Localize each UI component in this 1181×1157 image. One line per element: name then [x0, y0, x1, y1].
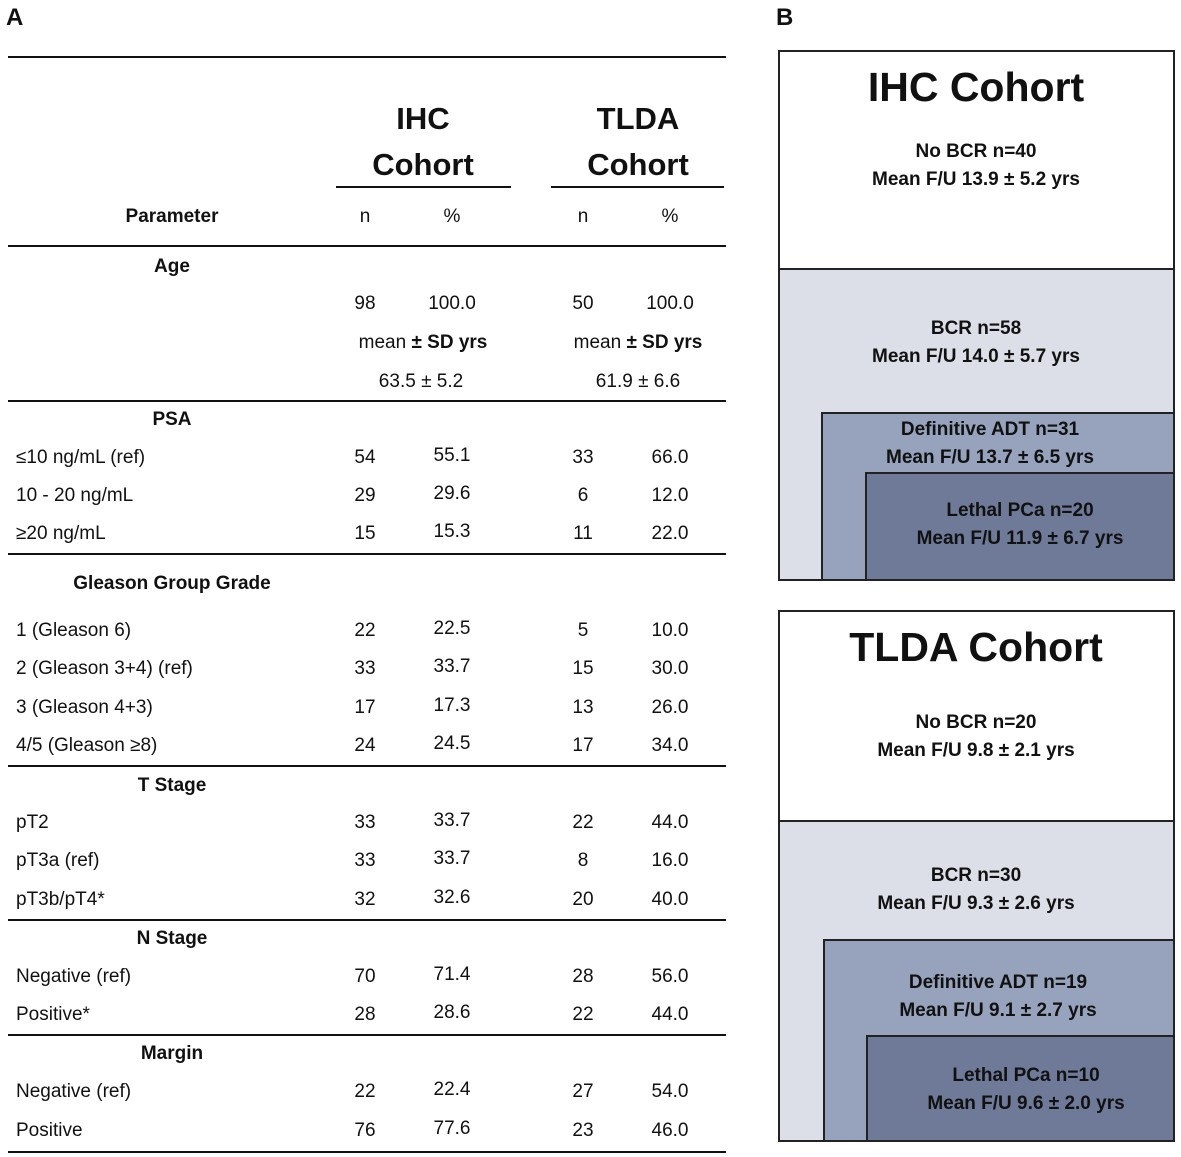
- tlda-pct-column-header: %: [661, 206, 679, 227]
- row-ihc-pct: 29.6: [433, 483, 471, 504]
- panel-a-label: A: [6, 4, 24, 31]
- row-tlda-n: 22: [572, 812, 594, 833]
- row-label: 10 - 20 ng/mL: [16, 485, 134, 506]
- row-tlda-n: 8: [577, 850, 589, 871]
- row-tlda-n: 13: [572, 697, 594, 718]
- row-ihc-pct: 22.5: [433, 618, 471, 639]
- row-tlda-pct: 56.0: [651, 966, 689, 987]
- row-label: 3 (Gleason 4+3): [16, 697, 153, 718]
- row-tlda-pct: 30.0: [651, 658, 689, 679]
- parameter-column-header: Parameter: [125, 206, 219, 227]
- row-ihc-pct: 24.5: [433, 733, 471, 754]
- row-tlda-n: 5: [577, 620, 589, 641]
- ihc-cohort-header: IHC Cohort: [372, 101, 474, 182]
- ihc-no-bcr-label: No BCR n=40 Mean F/U 13.9 ± 5.2 yrs: [872, 141, 1080, 190]
- row-tlda-pct: 44.0: [651, 1004, 689, 1025]
- row-label: pT2: [16, 812, 49, 833]
- row-tlda-pct: 46.0: [651, 1120, 689, 1141]
- section-rule: [8, 400, 726, 402]
- age-section-title: Age: [154, 256, 190, 277]
- table-bottom-rule: [8, 1151, 726, 1153]
- row-tlda-n: 11: [573, 523, 593, 544]
- header-bottom-rule: [8, 245, 726, 247]
- row-tlda-pct: 34.0: [651, 735, 689, 756]
- ihc-bcr-label: BCR n=58 Mean F/U 14.0 ± 5.7 yrs: [872, 318, 1080, 367]
- row-label: Positive: [16, 1120, 83, 1141]
- row-ihc-pct: 32.6: [433, 887, 471, 908]
- section-title: T Stage: [137, 775, 207, 796]
- tlda-bcr-label: BCR n=30 Mean F/U 9.3 ± 2.6 yrs: [877, 865, 1075, 914]
- row-ihc-pct: 55.1: [433, 445, 471, 466]
- row-tlda-n: 6: [577, 485, 589, 506]
- row-tlda-pct: 44.0: [651, 812, 689, 833]
- row-ihc-n: 70: [354, 966, 376, 987]
- tlda-adt-label: Definitive ADT n=19 Mean F/U 9.1 ± 2.7 yrs: [899, 972, 1097, 1021]
- section-rule: [8, 765, 726, 767]
- section-title: Margin: [140, 1043, 204, 1064]
- tlda-n-column-header: n: [577, 206, 589, 227]
- row-label: Negative (ref): [16, 966, 132, 987]
- age-ihc-pct: 100.0: [428, 293, 476, 314]
- age-tlda-n: 50: [572, 293, 594, 314]
- row-ihc-n: 24: [354, 735, 376, 756]
- tlda-no-bcr-label: No BCR n=20 Mean F/U 9.8 ± 2.1 yrs: [877, 712, 1075, 761]
- row-tlda-pct: 40.0: [651, 889, 689, 910]
- row-label: 4/5 (Gleason ≥8): [16, 735, 158, 756]
- row-ihc-n: 76: [354, 1120, 376, 1141]
- age-ihc-mean-value: 63.5 ± 5.2: [378, 371, 464, 392]
- row-label: pT3a (ref): [16, 850, 100, 871]
- row-ihc-n: 15: [354, 523, 376, 544]
- row-label: Negative (ref): [16, 1081, 132, 1102]
- row-ihc-n: 33: [354, 812, 376, 833]
- row-ihc-pct: 33.7: [433, 848, 471, 869]
- age-ihc-mean-label: mean ± SD yrs: [358, 332, 488, 353]
- table-top-rule: [8, 56, 726, 58]
- row-tlda-pct: 10.0: [651, 620, 689, 641]
- row-label: Positive*: [16, 1004, 90, 1025]
- row-ihc-pct: 15.3: [433, 521, 471, 542]
- row-tlda-n: 22: [572, 1004, 594, 1025]
- row-tlda-pct: 26.0: [651, 697, 689, 718]
- row-ihc-n: 32: [354, 889, 376, 910]
- tlda-cohort-header: TLDA Cohort: [587, 101, 689, 182]
- row-tlda-pct: 12.0: [651, 485, 689, 506]
- row-ihc-n: 22: [354, 620, 376, 641]
- age-tlda-mean-label: mean ± SD yrs: [573, 332, 703, 353]
- row-tlda-n: 20: [572, 889, 594, 910]
- row-tlda-n: 27: [572, 1081, 594, 1102]
- section-title: Gleason Group Grade: [73, 573, 271, 594]
- row-tlda-n: 17: [572, 735, 594, 756]
- row-ihc-pct: 28.6: [433, 1002, 471, 1023]
- section-rule: [8, 919, 726, 921]
- ihc-n-column-header: n: [359, 206, 371, 227]
- row-tlda-pct: 22.0: [651, 523, 689, 544]
- ihc-lethal-label: Lethal PCa n=20 Mean F/U 11.9 ± 6.7 yrs: [916, 500, 1124, 549]
- row-ihc-pct: 77.6: [433, 1118, 471, 1139]
- row-ihc-pct: 17.3: [433, 695, 471, 716]
- section-rule: [8, 553, 726, 555]
- panel-b-label: B: [776, 4, 794, 31]
- tlda-lethal-label: Lethal PCa n=10 Mean F/U 9.6 ± 2.0 yrs: [927, 1065, 1125, 1114]
- ihc-adt-label: Definitive ADT n=31 Mean F/U 13.7 ± 6.5 yrs: [886, 419, 1094, 468]
- section-title: PSA: [152, 409, 192, 430]
- row-ihc-n: 33: [354, 658, 376, 679]
- row-ihc-n: 29: [354, 485, 376, 506]
- row-tlda-n: 23: [572, 1120, 594, 1141]
- row-ihc-n: 33: [354, 850, 376, 871]
- row-label: pT3b/pT4*: [16, 889, 105, 910]
- row-label: 1 (Gleason 6): [16, 620, 132, 641]
- row-ihc-pct: 33.7: [433, 810, 471, 831]
- section-title: N Stage: [136, 928, 208, 949]
- row-ihc-pct: 22.4: [433, 1079, 471, 1100]
- row-ihc-pct: 33.7: [433, 656, 471, 677]
- section-rule: [8, 1034, 726, 1036]
- row-tlda-n: 33: [572, 447, 594, 468]
- age-ihc-n: 98: [354, 293, 376, 314]
- row-tlda-pct: 54.0: [651, 1081, 689, 1102]
- ihc-header-underline: [336, 186, 511, 188]
- row-label: ≥20 ng/mL: [16, 523, 106, 544]
- row-ihc-n: 17: [354, 697, 376, 718]
- ihc-diagram-title: IHC Cohort: [867, 64, 1085, 110]
- ihc-pct-column-header: %: [443, 206, 461, 227]
- row-ihc-pct: 71.4: [433, 964, 471, 985]
- row-tlda-n: 15: [572, 658, 594, 679]
- row-tlda-pct: 16.0: [651, 850, 689, 871]
- row-ihc-n: 22: [354, 1081, 376, 1102]
- row-tlda-pct: 66.0: [651, 447, 689, 468]
- row-ihc-n: 28: [354, 1004, 376, 1025]
- row-tlda-n: 28: [572, 966, 594, 987]
- tlda-diagram-title: TLDA Cohort: [849, 624, 1103, 670]
- row-ihc-n: 54: [354, 447, 376, 468]
- age-tlda-mean-value: 61.9 ± 6.6: [595, 371, 681, 392]
- row-label: 2 (Gleason 3+4) (ref): [16, 658, 193, 679]
- tlda-header-underline: [551, 186, 724, 188]
- row-label: ≤10 ng/mL (ref): [16, 447, 146, 468]
- age-tlda-pct: 100.0: [646, 293, 694, 314]
